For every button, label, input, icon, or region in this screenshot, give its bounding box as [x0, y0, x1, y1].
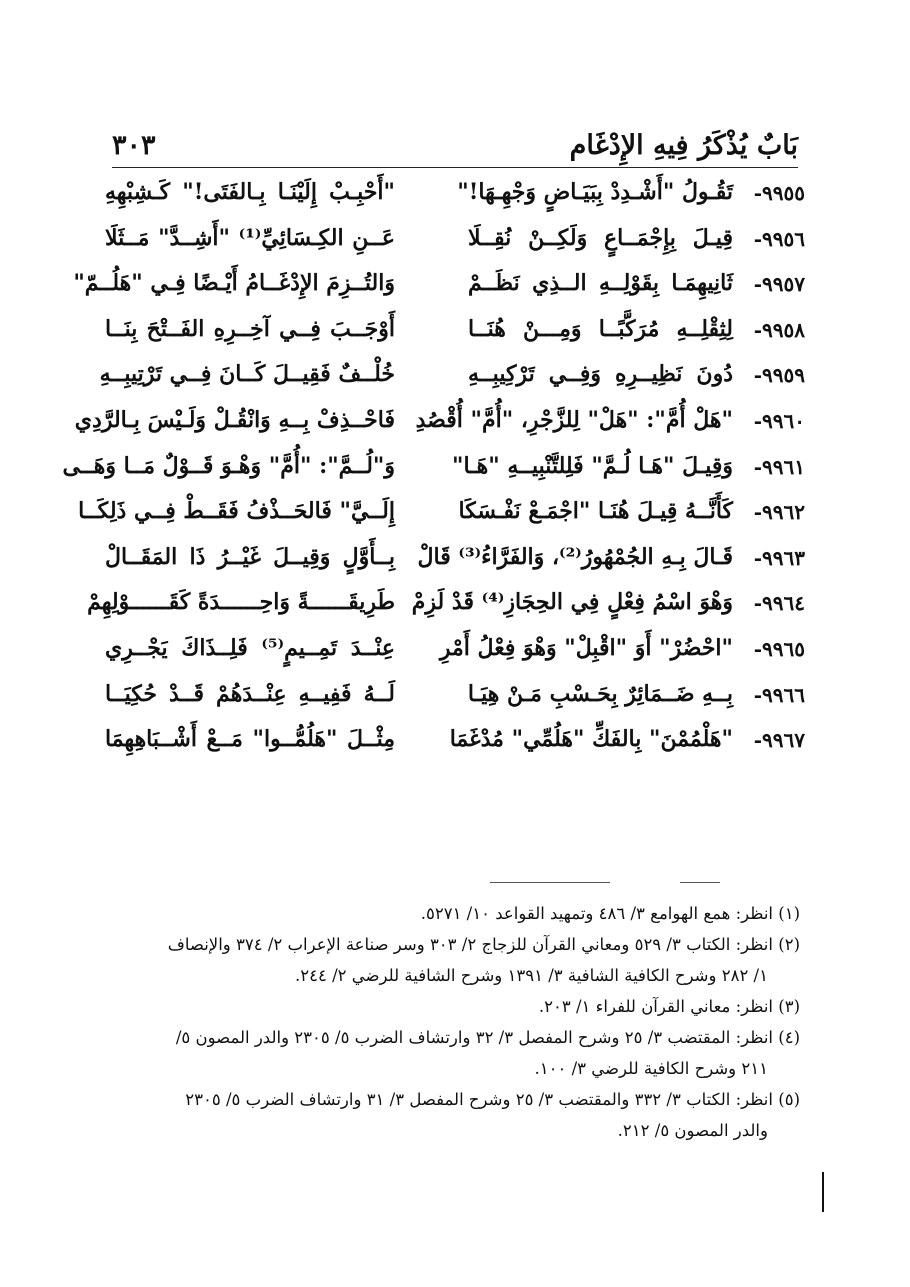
verse-second-hemistich: أَوْجَــبَ فِــي آخِــرِهِ الفَــتْحَ بِنَــا	[105, 315, 395, 342]
verse-second-hemistich: "أَحْبِـبْ إِلَيْنَـا بِـالفَتَى!" كَـشِبْهِهِ	[105, 179, 395, 205]
verse-line	[105, 717, 805, 763]
footnote-marker: (٤)	[778, 1028, 800, 1047]
verse-second-hemistich: إِلَــيَّ" فَالحَــذْفُ فَقَــطْ فِــي ذَلِكَــا	[78, 498, 395, 525]
verse-number: ٩٩٥٩-	[753, 363, 805, 388]
verse-line	[62, 444, 805, 490]
footnote-marker: (٥)	[778, 1090, 800, 1109]
footnote-separator	[490, 882, 610, 883]
verse-line	[78, 489, 805, 535]
verse-first-hemistich: "احْضُرْ" أَوَ "اقْبِلْ" وَهْوَ فِعْلُ أَمْرِ	[439, 634, 733, 661]
verse-number: ٩٩٦٦-	[753, 682, 805, 707]
verse-first-hemistich: "هَلْ أُمَّ": "هَلْ" لِلزَّجْرِ، "أُمَّ" أُقْصُدِ	[415, 406, 733, 433]
verse-first-hemistich: "هَلْمُمْنَ" بِالفَكِّ "هَلُمِّي" مُدْغَمَا	[449, 726, 733, 753]
verse-first-hemistich: قَـالَ بِـهِ الجُمْهُورُ⁽²⁾، وَالفَرَّاءُ⁽³⁾ قَالْ	[417, 543, 733, 570]
verse-line	[99, 352, 805, 398]
verse-number: ٩٩٦٥-	[753, 636, 805, 661]
verse-second-hemistich: عَــنِ الكِـسَائِيِّ⁽¹⁾ "أَشِــدَّ" مَــثَلَا	[105, 224, 395, 251]
verse-first-hemistich: بِــهِ ضَــمَائِرٌ بِحَـسْبِ مَـنْ هِيَـا	[467, 680, 733, 707]
verse-list	[62, 170, 805, 763]
verse-second-hemistich: بِــأَوَّلٍ وَقِيــلَ غَيْــرُ ذَا المَقَــالْ	[105, 543, 395, 570]
footnote	[98, 1022, 800, 1084]
verse-first-hemistich: وَقِيـلَ "هَـا لُـمَّ" فَلِلتَّنْبِيــهِ "هَـا"	[452, 452, 733, 479]
verse-first-hemistich: كَأَنَّــهُ قِيـلَ هُنَـا "اجْمَـعْ نَفْـسَكَا	[458, 498, 733, 525]
verse-line	[105, 307, 805, 353]
verse-number: ٩٩٦٣-	[753, 545, 805, 570]
verse-number: ٩٩٥٧-	[753, 272, 805, 297]
verse-first-hemistich: تَقُـولُ "أَشْـدِدْ بِبَيَـاضٍ وَجْهِـهَا!"	[457, 179, 733, 205]
footnote-text-continued: ١/ ٢٨٢ وشرح الكافية الشافية ٣/ ١٣٩١ وشرح الشافية للرضي ٢/ ٢٤٤.	[295, 966, 768, 985]
footnote	[98, 898, 800, 929]
verse-line	[87, 580, 805, 626]
verse-first-hemistich: لِثِقْلِــهِ مُرَكَّبًــا وَمِـــنْ هُنَــا	[468, 315, 733, 342]
verse-line	[105, 216, 805, 262]
verse-number: ٩٩٦٢-	[753, 500, 805, 525]
verse-number: ٩٩٦٤-	[753, 591, 805, 616]
margin-mark	[822, 1172, 824, 1212]
footnote-text-continued: ٢١١ وشرح الكافية للرضي ٣/ ١٠٠.	[534, 1059, 768, 1078]
verse-second-hemistich: وَ"لُــمَّ": "أُمَّ" وَهْـوَ قَــوْلٌ مَــا وَهَــى	[62, 452, 395, 479]
verse-second-hemistich: عِنْــدَ تَمِــيمٍ⁽⁵⁾ فَلِــذَاكَ يَجْــرِي	[105, 634, 395, 661]
footnote-marker: (٢)	[778, 935, 800, 954]
chapter-title: بَابٌ يُذْكَرُ فِيهِ الإِدْغَام	[569, 130, 798, 161]
verse-line	[105, 626, 805, 672]
footnote-text: انظر: الكتاب ٣/ ٣٣٢ والمقتضب ٣/ ٢٥ وشرح المفصل ٣/ ٣١ وارتشاف الضرب ٥/ ٢٣٠٥	[185, 1090, 773, 1109]
footnote-text: انظر: الكتاب ٣/ ٥٢٩ ومعاني القرآن للزجاج ٢/ ٣٠٣ وسر صناعة الإعراب ٢/ ٣٧٤ والإنصاف	[167, 935, 773, 954]
footnote-text: انظر: همع الهوامع ٣/ ٤٨٦ وتمهيد القواعد ١٠/ ٥٢٧١.	[420, 904, 773, 923]
verse-line	[105, 170, 805, 216]
footnote-marker: (٣)	[778, 997, 800, 1016]
verse-number: ٩٩٥٨-	[753, 317, 805, 342]
verse-number: ٩٩٦٠-	[753, 408, 805, 433]
footnote-text-continued: والدر المصون ٥/ ٢١٢.	[617, 1121, 768, 1140]
verse-first-hemistich: دُونَ نَظِيــرِهِ وَفِــي تَرْكِيبِــهِ	[468, 361, 733, 388]
verse-second-hemistich: وَالتُــزِمَ الإِدْغَــامُ أَيْـضًا فِـي "هَلُــمّ"	[73, 270, 395, 297]
verse-line	[74, 398, 805, 444]
verse-line	[105, 535, 805, 581]
footnote	[98, 991, 800, 1022]
verse-first-hemistich: ثَانِيهِمَـا بِقَوْلِــهِ الــذِي نَظَــمْ	[468, 270, 733, 297]
footnote-marker: (١)	[778, 904, 800, 923]
footnotes	[98, 898, 800, 1146]
verse-line	[105, 672, 805, 718]
verse-second-hemistich: لَــهُ فَفِيــهِ عِنْــدَهُمْ قَــدْ حُكِيَــا	[105, 680, 395, 707]
verse-first-hemistich: قِيـلَ بِإِجْمَــاعٍ وَلَكِــنْ نُقِــلَا	[468, 224, 733, 251]
verse-second-hemistich: مِثْــلَ "هَلُمُّــوا" مَــعْ أَشْــبَاهِهِمَا	[105, 726, 395, 753]
header-divider	[112, 167, 798, 168]
verse-line	[73, 261, 805, 307]
footnote	[98, 1084, 800, 1146]
verse-number: ٩٩٦٧-	[753, 728, 805, 753]
verse-second-hemistich: خُلْــفٌ فَقِيــلَ كَــانَ فِــي تَرْتِيبِــهِ	[99, 361, 395, 388]
footnote-text: انظر: معاني القرآن للفراء ١/ ٢٠٣.	[538, 997, 773, 1016]
verse-second-hemistich: طَرِيقَــــــةً وَاحِــــــدَةً كَقَــــــوْلِهِمْ	[87, 589, 395, 616]
verse-number: ٩٩٦١-	[753, 454, 805, 479]
footnote-separator-short	[680, 882, 720, 883]
verse-second-hemistich: فَاحْــذِفْ بِــهِ وَانْقُـلْ وَلَـيْسَ بِـالرَّدِي	[74, 406, 395, 433]
verse-first-hemistich: وَهْوَ اسْمُ فِعْلٍ فِي الحِجَازِ⁽⁴⁾ قَدْ لَزِمْ	[411, 589, 733, 616]
page-number: ٣٠٣	[112, 130, 156, 161]
verse-number: ٩٩٥٦-	[753, 226, 805, 251]
running-header	[112, 128, 798, 168]
footnote-text: انظر: المقتضب ٣/ ٢٥ وشرح المفصل ٣/ ٣٢ وارتشاف الضرب ٥/ ٢٣٠٥ والدر المصون ٥/	[175, 1028, 773, 1047]
verse-number: ٩٩٥٥-	[753, 181, 805, 205]
footnote	[98, 929, 800, 991]
